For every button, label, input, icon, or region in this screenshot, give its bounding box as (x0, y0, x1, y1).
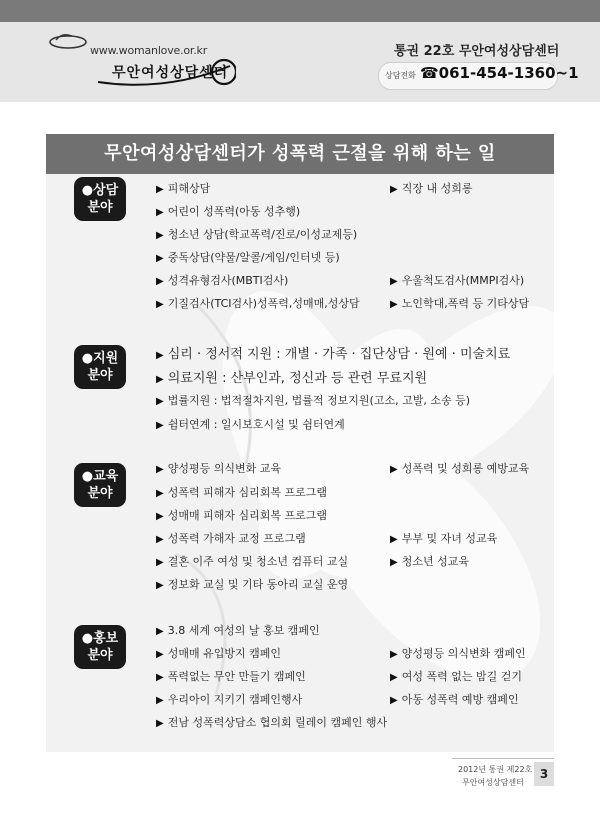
list-item (156, 530, 306, 546)
section-badge-support (74, 345, 126, 389)
badge-line: ●홍보 (81, 631, 119, 646)
item-text: 의료지원 : 산부인과, 정신과 등 관련 무료지원 (167, 371, 428, 386)
list-item (390, 180, 472, 196)
item-text: 양성평등 의식변화 캠페인 (401, 647, 526, 660)
arrow-icon: ▶ (156, 420, 164, 431)
arrow-icon: ▶ (156, 253, 164, 264)
item-text: 법률지원 : 법적절차지원, 법률적 정보지원(고소, 고발, 소송 등) (167, 394, 470, 407)
page-title: 무안여성상담센터가 성폭력 근절을 위해 하는 일 (104, 143, 496, 164)
arrow-icon: ▶ (390, 464, 398, 475)
badge-line: 분야 (87, 200, 113, 215)
arrow-icon: ▶ (390, 695, 398, 706)
arrow-icon: ▶ (390, 276, 398, 287)
arrow-icon: ▶ (390, 557, 398, 568)
item-text: 어린이 성폭력(아동 성추행) (167, 205, 301, 218)
list-item (156, 180, 210, 196)
list-item (156, 460, 281, 476)
item-text: 아동 성폭력 예방 캠페인 (401, 693, 519, 706)
footer-issue: 2012년 통권 제22호 (458, 765, 533, 774)
list-item (156, 645, 281, 661)
list-item (156, 203, 300, 219)
footer-org: 무안여성상담센터 (462, 778, 524, 787)
item-text: 폭력없는 무안 만들기 캠페인 (167, 670, 306, 683)
item-text: 노인학대,폭력 등 기타상담 (401, 297, 530, 310)
list-item (390, 691, 518, 707)
arrow-icon: ▶ (156, 350, 164, 361)
arrow-icon: ▶ (156, 672, 164, 683)
arrow-icon: ▶ (390, 649, 398, 660)
arrow-icon: ▶ (156, 557, 164, 568)
list-item (156, 367, 427, 386)
arrow-icon: ▶ (156, 464, 164, 475)
list-item (156, 576, 348, 592)
list-item (156, 622, 320, 638)
item-text: 성매매 유입방지 캠페인 (167, 647, 281, 660)
list-item (390, 645, 526, 661)
list-item (156, 392, 470, 408)
item-text: 성격유형검사(MBTI검사) (167, 274, 289, 287)
phone-label: 상담전화 (385, 71, 416, 80)
arrow-icon: ▶ (156, 534, 164, 545)
list-item (390, 460, 529, 476)
badge-line: ●교육 (81, 469, 119, 484)
arrow-icon: ▶ (156, 299, 164, 310)
list-item (390, 272, 524, 288)
phone-number[interactable]: ☎061-454-1360~1 (420, 64, 579, 82)
arrow-icon: ▶ (156, 207, 164, 218)
item-text: 성폭력 가해자 교정 프로그램 (167, 532, 306, 545)
item-text: 전남 성폭력상담소 협의회 릴레이 캠페인 행사 (167, 716, 388, 729)
website-url[interactable]: www.womanlove.or.kr (90, 44, 208, 57)
arrow-icon: ▶ (390, 534, 398, 545)
list-item (156, 295, 360, 311)
page-number: 3 (534, 762, 554, 786)
section-badge-counseling (74, 177, 126, 221)
item-text: 우리아이 지키기 캠페인행사 (167, 693, 303, 706)
list-item (156, 553, 348, 569)
list-item (390, 668, 522, 684)
item-text: 중독상담(약물/알콜/게임/인터넷 등) (167, 251, 340, 264)
item-text: 피해상담 (167, 182, 211, 195)
item-text: 3.8 세계 여성의 날 홍보 캠페인 (167, 624, 320, 637)
arrow-icon: ▶ (156, 626, 164, 637)
item-text: 양성평등 의식변화 교육 (167, 462, 281, 475)
list-item (156, 691, 302, 707)
list-item (390, 530, 497, 546)
badge-line: ●지원 (81, 351, 119, 366)
item-text: 직장 내 성희롱 (401, 182, 473, 195)
arrow-icon: ▶ (156, 511, 164, 522)
arrow-icon: ▶ (156, 488, 164, 499)
footer-divider (452, 758, 554, 759)
list-item (156, 714, 387, 730)
arrow-icon: ▶ (390, 184, 398, 195)
item-text: 결혼 이주 여성 및 청소년 컴퓨터 교실 (167, 555, 349, 568)
item-text: 성폭력 피해자 심리회복 프로그램 (167, 486, 327, 499)
item-text: 심리 · 정서적 지원 : 개별 · 가족 · 집단상담 · 원예 · 미술치료 (167, 347, 511, 362)
badge-line: ●상담 (81, 183, 119, 198)
arrow-icon: ▶ (156, 695, 164, 706)
arrow-icon: ▶ (156, 184, 164, 195)
org-logo-name: 무안여성상담센터 (112, 65, 229, 81)
arrow-icon: ▶ (156, 396, 164, 407)
list-item (156, 416, 345, 432)
list-item (156, 484, 327, 500)
logo-swoosh-icon (48, 30, 90, 50)
list-item (156, 272, 288, 288)
item-text: 쉼터연계 : 일시보호시설 및 쉼터연계 (167, 418, 345, 431)
badge-line: 분야 (87, 368, 113, 383)
item-text: 정보화 교실 및 기타 동아리 교실 운영 (167, 578, 349, 591)
list-item (390, 295, 529, 311)
arrow-icon: ▶ (156, 276, 164, 287)
item-text: 청소년 상담(학교폭력/진로/이성교제등) (167, 228, 358, 241)
item-text: 기질검사(TCI검사)성폭력,성매매,성상담 (167, 297, 360, 310)
item-text: 부부 및 자녀 성교육 (401, 532, 498, 545)
top-color-band (0, 0, 600, 22)
section-badge-promotion (74, 625, 126, 669)
list-item (156, 668, 306, 684)
arrow-icon: ▶ (156, 230, 164, 241)
list-item (156, 507, 327, 523)
item-text: 청소년 성교육 (401, 555, 469, 568)
item-text: 우울척도검사(MMPI검사) (401, 274, 525, 287)
item-text: 성폭력 및 성희롱 예방교육 (401, 462, 530, 475)
issue-label: 통권 22호 무안여성상담센터 (394, 44, 560, 59)
list-item (156, 226, 357, 242)
list-item (156, 249, 340, 265)
item-text: 성매매 피해자 심리회복 프로그램 (167, 509, 327, 522)
arrow-icon: ▶ (156, 718, 164, 729)
list-item (390, 553, 469, 569)
item-text: 여성 폭력 없는 밤길 걷기 (401, 670, 522, 683)
arrow-icon: ▶ (390, 672, 398, 683)
arrow-icon: ▶ (156, 580, 164, 591)
badge-line: 분야 (87, 648, 113, 663)
arrow-icon: ▶ (390, 299, 398, 310)
arrow-icon: ▶ (156, 374, 164, 385)
list-item (156, 343, 510, 362)
badge-line: 분야 (87, 486, 113, 501)
section-badge-education (74, 463, 126, 507)
arrow-icon: ▶ (156, 649, 164, 660)
